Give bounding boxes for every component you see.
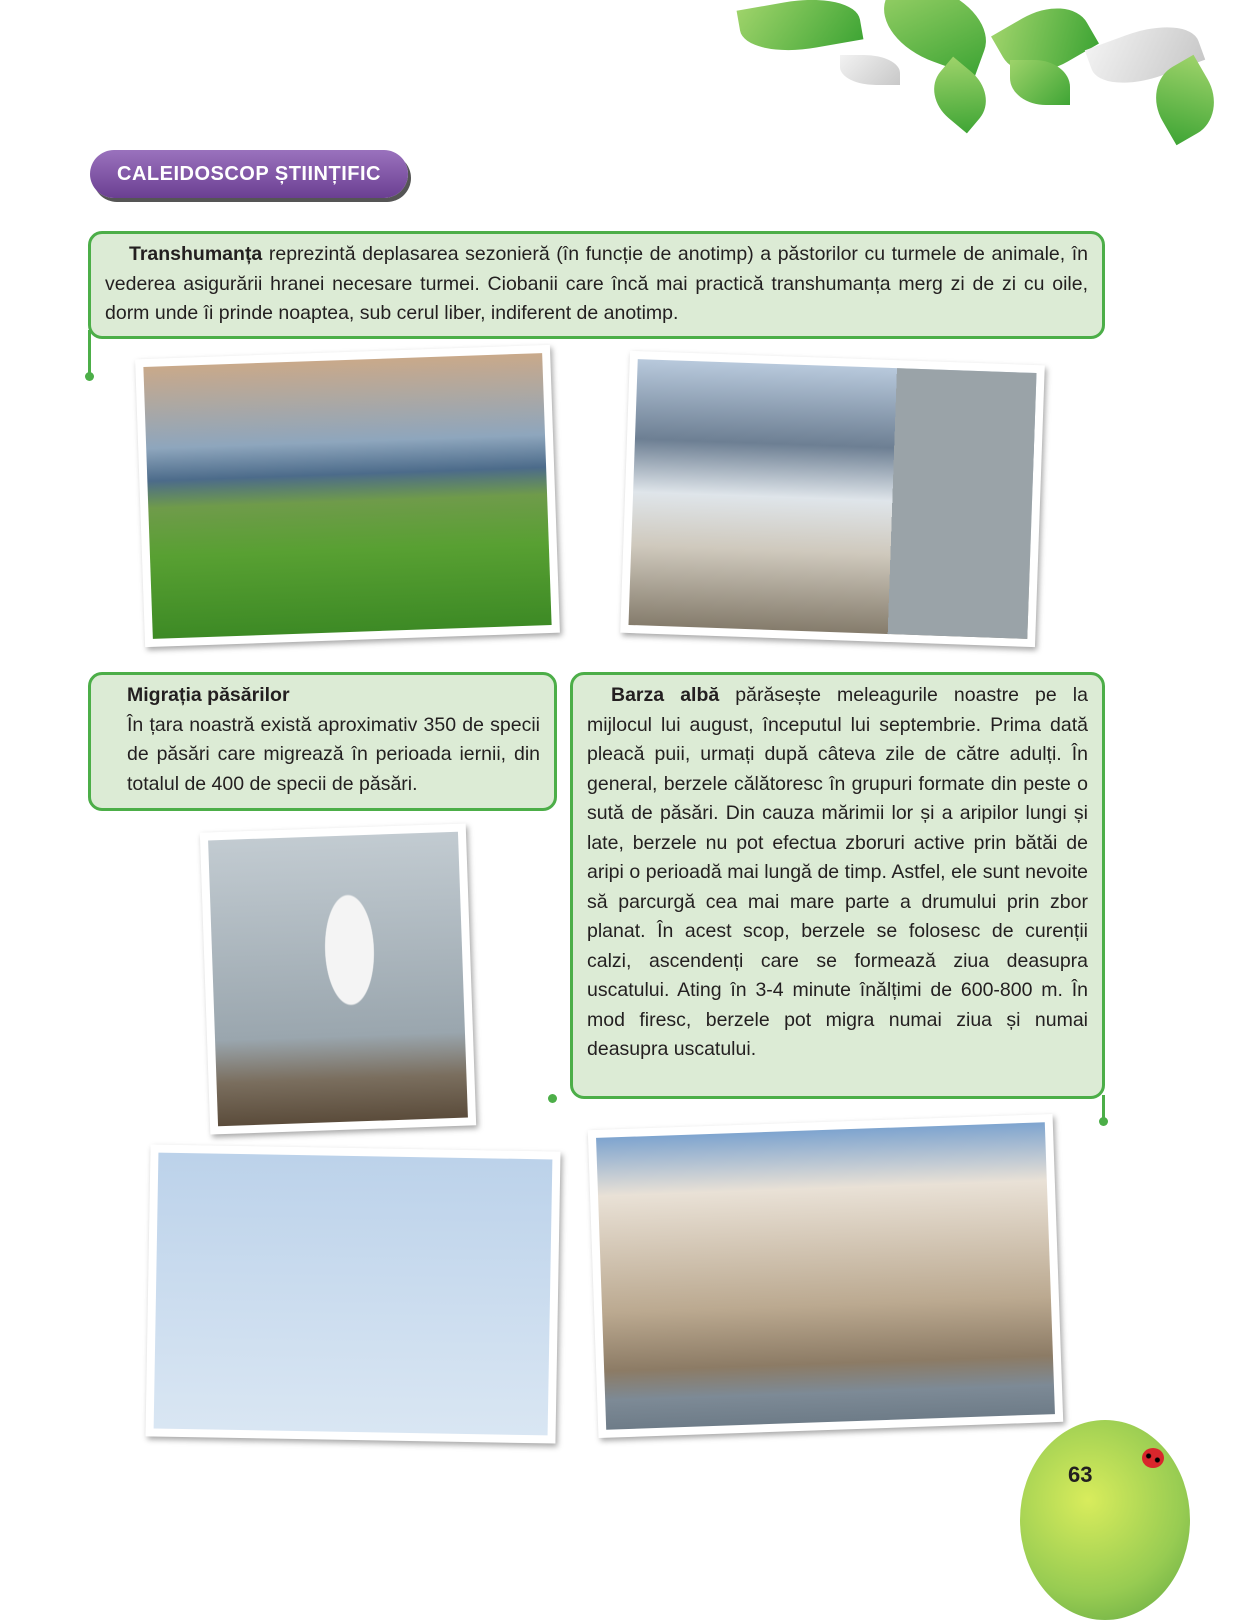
- globe-icon: [1020, 1420, 1190, 1620]
- transhumanta-box: [88, 231, 1105, 339]
- body-text: părăsește meleagurile noastre pe la mijlocul lui august, începutul lui septembrie. Prima dată pleacă puii, urmați după câteva zile de către adulți. În general, berzele călătoresc în grupuri formate din peste o sută de păsări. Din cauza mărimii lor și a aripilor lungi și late, berzele nu pot efectua zboruri active prin bătăi de aripi o perioadă mai lungă de timp. Astfel, ele sunt nevoite să parcurgă cea mai mare parte a drumului prin zbor planat. În acest scop, berzele se folosesc de curenții calzi, ascendenți care se formează ziua deasupra uscatului. Ating în 3-4 minute înălțimi de 600-800 m. În mod firesc, berzele pot migra numai ziua și numai deasupra uscatului.: [587, 684, 1088, 1060]
- box-title: Migrația păsărilor: [127, 684, 290, 706]
- migratia-box: [88, 672, 557, 811]
- ladybug-icon: [1142, 1448, 1164, 1468]
- connector-dot: [548, 1094, 557, 1103]
- photo-sheep-mountain: [620, 351, 1045, 647]
- connector-line: [88, 330, 91, 376]
- body-text: În țara noastră există aproximativ 350 de specii de păsări care migrează în perioada iernii, din totalul de 400 de specii de păsări.: [127, 713, 540, 795]
- photo-storks-flying: [145, 1144, 560, 1443]
- photo-sheep-meadow: [135, 345, 560, 647]
- photo-stork-nest: [200, 823, 476, 1134]
- connector-dot: [85, 372, 94, 381]
- barza-box: [570, 672, 1105, 1099]
- photo-geese-flock: [588, 1114, 1063, 1438]
- page-number: 63: [1068, 1462, 1093, 1487]
- term: Transhumanța: [129, 243, 263, 265]
- section-title: CALEIDOSCOP ȘTIINȚIFIC: [90, 150, 408, 198]
- term: Barza albă: [611, 684, 720, 706]
- body-text: reprezintă deplasarea sezonieră (în funcție de anotimp) a păstorilor cu turmele de animale, în vederea asigurării hranei necesare turmei. Ciobanii care încă mai practică transhumanța merg zi de zi cu oile, dorm unde îi prinde noaptea, sub cerul liber, indiferent de anotimp.: [105, 243, 1088, 324]
- connector-dot: [1099, 1117, 1108, 1126]
